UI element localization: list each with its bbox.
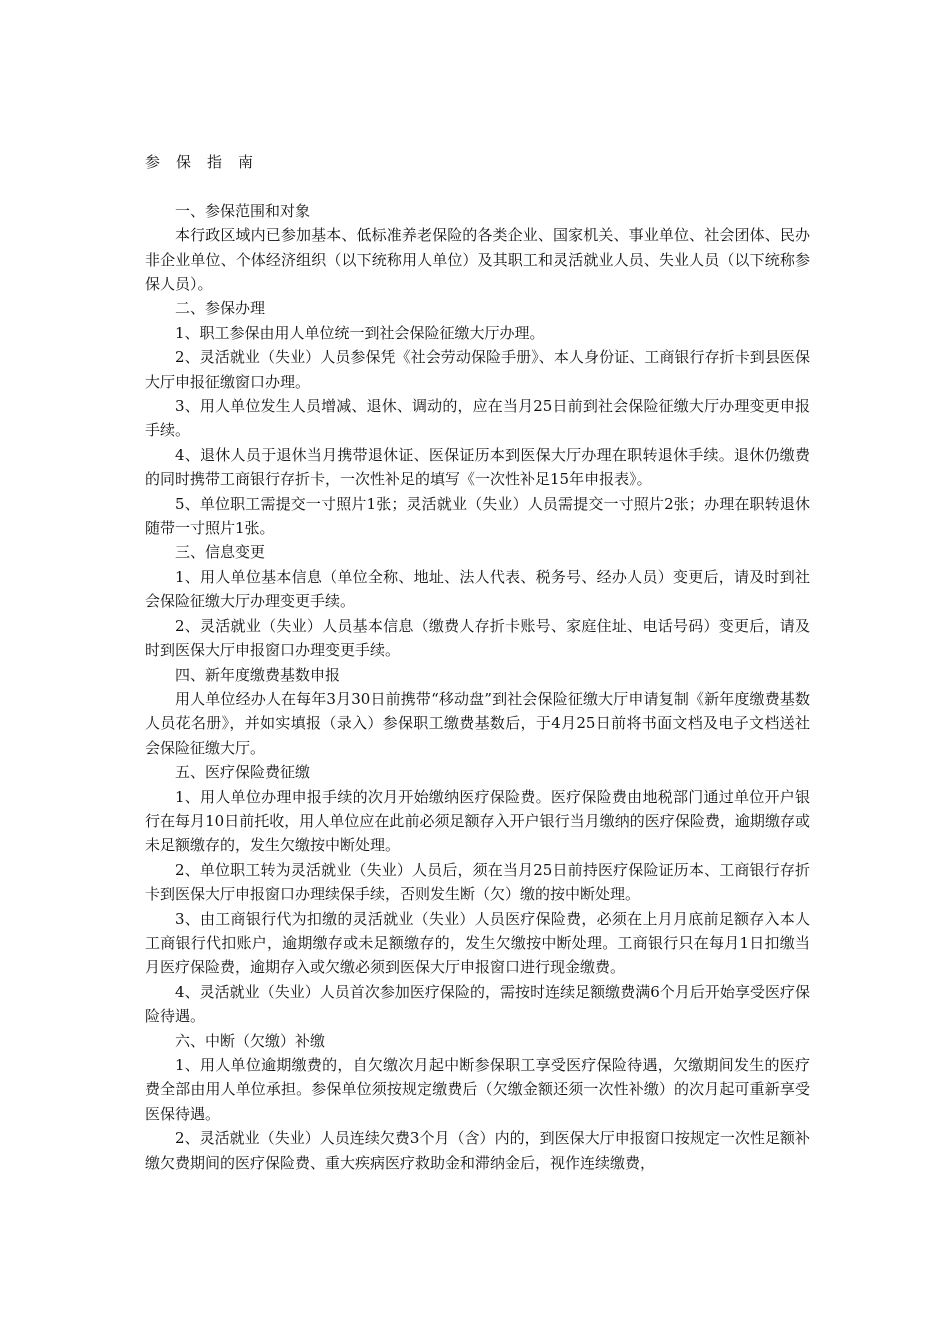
document-page [145, 150, 810, 1175]
section-paragraph: 本行政区域内已参加基本、低标准养老保险的各类企业、国家机关、事业单位、社会团体、民办非企业单位、个体经济组织（以下统称用人单位）及其职工和灵活就业人员、失业人员（以下统称参保人员）。 [145, 226, 810, 294]
document-title: 参保指南 [145, 153, 270, 171]
section-paragraph: 2、单位职工转为灵活就业（失业）人员后，须在当月25日前持医疗保险证历本、工商银行存折卡到医保大厅申报窗口办理续保手续，否则发生断（欠）缴的按中断处理。 [145, 860, 810, 904]
section-paragraph: 3、用人单位发生人员增减、退休、调动的，应在当月25日前到社会保险征缴大厅办理变更申报手续。 [145, 397, 810, 440]
section-heading: 四、新年度缴费基数申报 [175, 665, 341, 684]
section-paragraph: 3、由工商银行代为扣缴的灵活就业（失业）人员医疗保险费，必须在上月月底前足额存入本人工商银行代扣账户，逾期缴存或未足额缴存的，发生欠缴按中断处理。工商银行只在每月1日扣缴当月医疗保险费，逾期存入或欠缴必须到医保大厅申报窗口进行现金缴费。 [145, 909, 810, 977]
section-heading: 三、信息变更 [175, 543, 266, 562]
title-spacer [145, 174, 810, 198]
section-heading: 二、参保办理 [175, 299, 266, 318]
section-paragraph: 1、用人单位基本信息（单位全称、地址、法人代表、税务号、经办人员）变更后，请及时到社会保险征缴大厅办理变更手续。 [145, 567, 810, 611]
section-paragraph: 1、用人单位逾期缴费的，自欠缴次月起中断参保职工享受医疗保险待遇，欠缴期间发生的医疗费全部由用人单位承担。参保单位须按规定缴费后（欠缴金额还须一次性补缴）的次月起可重新享受医保待遇。 [145, 1056, 810, 1123]
section-paragraph: 用人单位经办人在每年3月30日前携带“移动盘”到社会保险征缴大厅申请复制《新年度缴费基数人员花名册》，并如实填报（录入）参保职工缴费基数后，于4月25日前将书面文档及电子文档送社会保险征缴大厅。 [145, 689, 810, 757]
section-paragraph: 5、单位职工需提交一寸照片1张；灵活就业（失业）人员需提交一寸照片2张；办理在职转退休随带一寸照片1张。 [145, 494, 810, 538]
section-heading: 五、医疗保险费征缴 [175, 763, 311, 782]
section-heading: 一、参保范围和对象 [175, 201, 311, 220]
document-body [145, 199, 810, 1175]
section-paragraph: 4、灵活就业（失业）人员首次参加医疗保险的，需按时连续足额缴费满6个月后开始享受医疗保险待遇。 [145, 982, 810, 1026]
section-paragraph: 1、用人单位办理申报手续的次月开始缴纳医疗保险费。医疗保险费由地税部门通过单位开户银行在每月10日前托收，用人单位应在此前必须足额存入开户银行当月缴纳的医疗保险费，逾期缴存或未足额缴存的，发生欠缴按中断处理。 [145, 787, 810, 855]
section-paragraph: 2、灵活就业（失业）人员基本信息（缴费人存折卡账号、家庭住址、电话号码）变更后，请及时到医保大厅申报窗口办理变更手续。 [145, 616, 810, 660]
section-paragraph: 2、灵活就业（失业）人员参保凭《社会劳动保险手册》、本人身份证、工商银行存折卡到县医保大厅申报征缴窗口办理。 [145, 348, 810, 391]
section-paragraph: 4、退休人员于退休当月携带退休证、医保证历本到医保大厅办理在职转退休手续。退休仍缴费的同时携带工商银行存折卡，一次性补足的填写《一次性补足15年申报表》。 [145, 445, 810, 489]
section-paragraph: 2、灵活就业（失业）人员连续欠费3个月（含）内的，到医保大厅申报窗口按规定一次性足额补缴欠费期间的医疗保险费、重大疾病医疗救助金和滞纳金后，视作连续缴费， [145, 1129, 810, 1172]
section-paragraph: 1、职工参保由用人单位统一到社会保险征缴大厅办理。 [175, 323, 545, 342]
section-heading: 六、中断（欠缴）补缴 [175, 1031, 326, 1050]
